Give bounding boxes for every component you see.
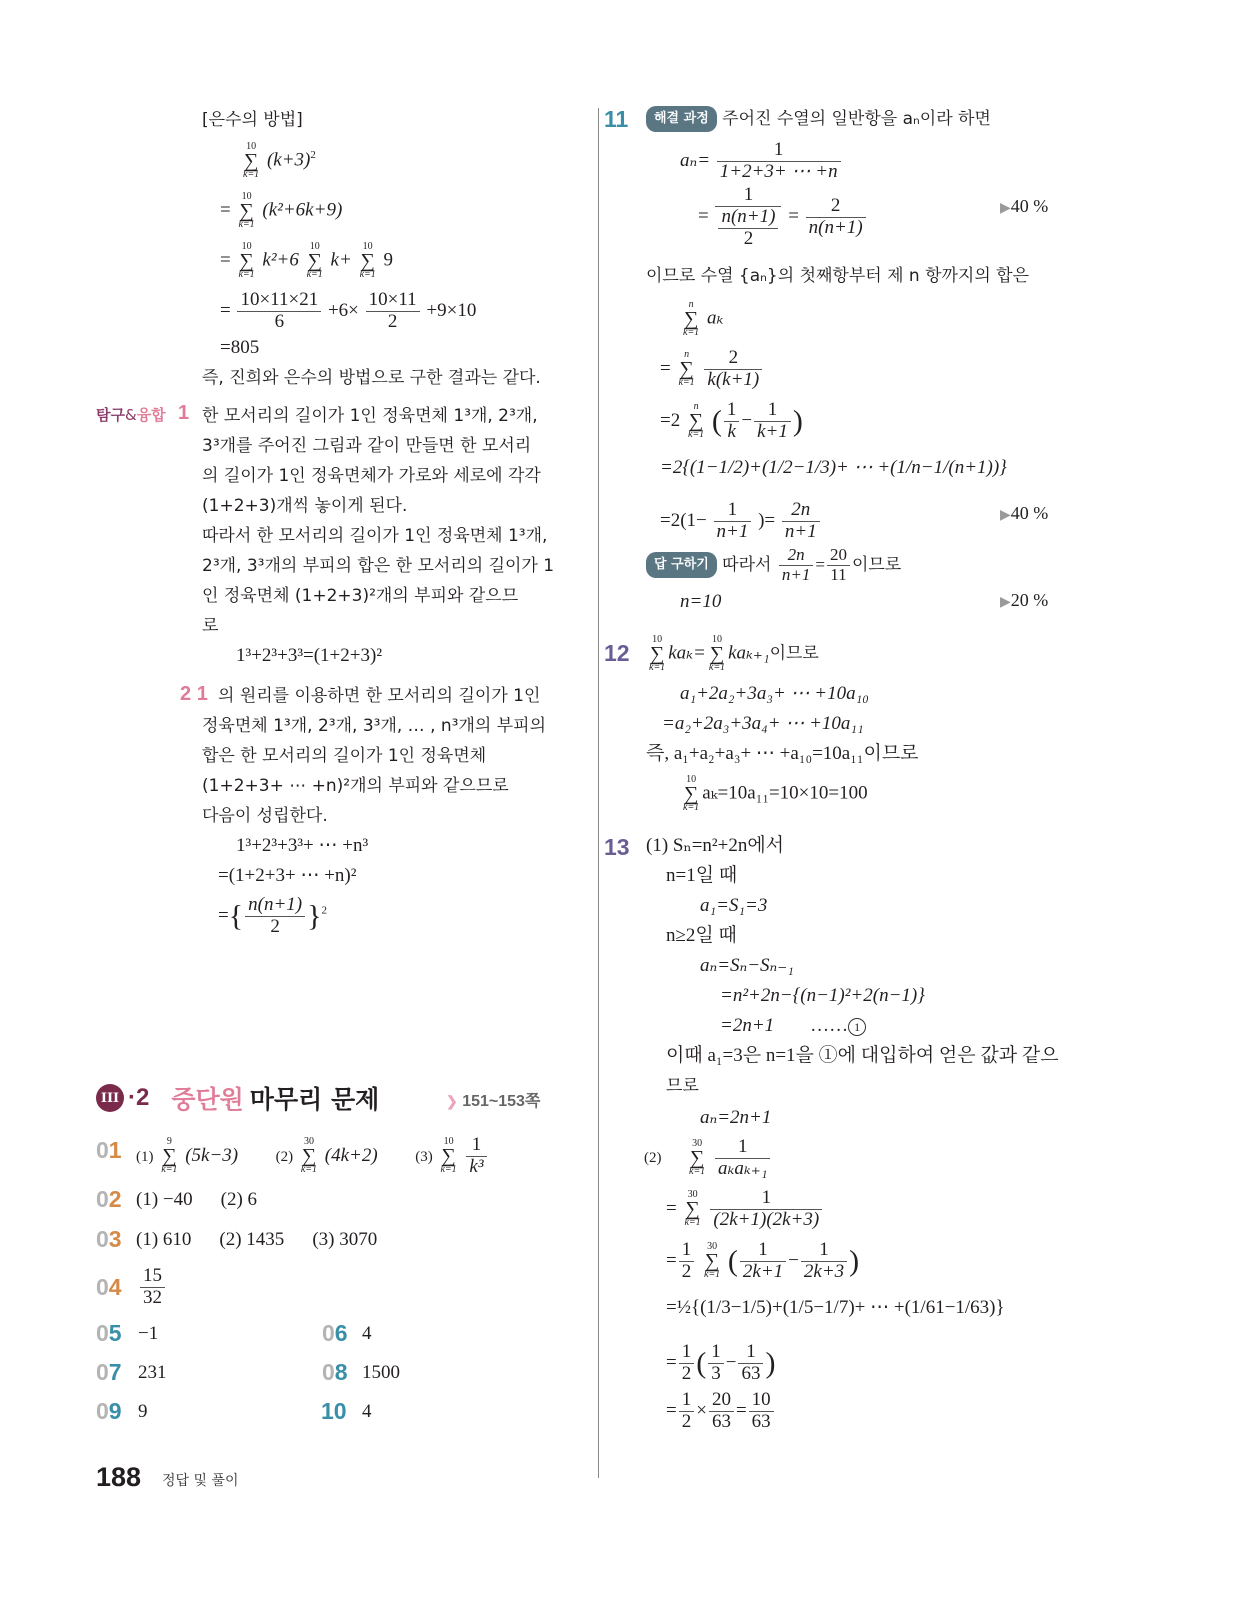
paragraph-line: 인 정육면체 (1+2+3)²개의 부피와 같으므 [202,586,519,606]
q13-line: aₙ=2n+1 [700,1107,772,1128]
equation-line-3: = 10 ∑ k=1 k²+6 10 ∑ k=1 k+ 10 ∑ k=1 9 [220,241,393,280]
equation-line-4: = $\frac{10\times 11\times 21}{6}$ +6× $\frac{10\times 11}{2}$ +9×10 [220,289,477,332]
q13-line: 이때 a₁=3은 n=1을 ①에 대입하여 얻은 값과 같으 [666,1045,1059,1066]
q13-line: =n²+2n−{(n−1)²+2(n−1)} [720,985,925,1006]
q13-line: (1) Sₙ=n²+2n에서 [646,835,785,856]
q13-p2-line-2: = 30 ∑ k=1 $\frac{1}{(2k+1)(2k+3)}$ [666,1188,824,1231]
triangle-right-icon: ▶ [1000,595,1011,610]
paragraph-line: (1+2+3+ ⋯ +n)²개의 부피와 같으므로 [202,776,509,796]
answer-number-06: 06 [322,1320,348,1346]
q13-p2-line-6: = $\frac{1}{2}$ × $\frac{20}{63}$ = $\frac{10}{63}$ [666,1390,776,1433]
paragraph-line: 의 원리를 이용하면 한 모서리의 길이가 1인 [218,686,541,706]
section-number: ·2 [128,1084,150,1111]
q13-line: n=1일 때 [666,865,738,886]
q11-sum-5: =2(1− $\frac{1}{n+1}$ )= $\frac{2n}{n+1}$ [660,500,822,543]
q11-equation-2: = $\frac{1}{\frac{n(n+1)}{2}}$ = $\frac{2}{n(n+1)}$ [698,185,868,250]
q12-line-2: a₁+2a₂+3a₃+ ⋯ +10a₁₀ [680,683,869,704]
equation-result: =805 [220,337,260,358]
answer-number-04: 04 [96,1274,122,1300]
q11-telescoping: =2{(1−1/2)+(1/2−1/3)+ ⋯ +(1/n−1/(n+1))} [660,457,1007,478]
triangle-right-icon: ▶ [1000,508,1011,523]
q13-line: n≥2일 때 [666,925,737,946]
q13-p2-line-1: 30 ∑ k=1 $\frac{1}{\text{aₖaₖ₊₁}}$ [686,1137,772,1180]
q13-p2-telescoping: =½{(1/3−1/5)+(1/5−1/7)+ ⋯ +(1/61−1/63)} [666,1297,1005,1318]
q11-answer-line: 답 구하기 따라서 $\frac{2n}{n+1}$ = $\frac{20}{11}$ 이므로 [646,546,901,584]
score-percent: ▶40 % [1000,196,1049,216]
score-percent: ▶40 % [1000,503,1049,523]
equation-line: ={ $\frac{n(n+1)}{2}$ }$^2$ [218,894,328,937]
paragraph-line: 다음이 성립한다. [202,806,328,826]
q13-p2-line-3: = $\frac{1}{2}$ 30 ∑ k=1 ( $\frac{1}{2k+1}$ − $\frac{1}{2k+3}$ ) [666,1239,860,1282]
question-number-13: 13 [604,834,630,860]
column-divider [598,108,599,1478]
answer-number-05: 05 [96,1320,122,1346]
sigma-symbol: 10 ∑ k=1 [243,141,260,180]
q11-equation-1: aₙ= $\frac{1}{1+2+3+ \cdots +n}$ [680,140,843,183]
paragraph-line: (1+2+3)개씩 놓이게 된다. [202,496,408,516]
question-number-11: 11 [604,106,629,132]
equation-line: =(1+2+3+ ⋯ +n)² [218,865,357,886]
paragraph-line: 2³개, 3³개의 부피의 합은 한 모서리의 길이가 1 [202,556,555,576]
equation-line-1: 10 ∑ k=1 $(k+3)^2$ [243,141,316,180]
paragraph-line: 의 길이가 1인 정육면체가 가로와 세로에 각각 [202,466,541,486]
page-number: 188 [96,1462,142,1492]
paragraph-line: 따라서 한 모서리의 길이가 1인 정육면체 1³개, [202,526,548,546]
answer-number-01: 01 [96,1137,122,1163]
answer-05: −1 [138,1323,159,1344]
q13-p2-line-5: = $\frac{1}{2}$ ( $\frac{1}{3}$ − $\frac{1}{63}$ ) [666,1341,776,1384]
equation-line-2: = 10 ∑ k=1 (k²+6k+9) [220,191,343,230]
answer-03: (1) 610 (2) 1435 (3) 3070 [136,1229,378,1250]
answer-01: (1) 9 ∑ k=1 (5k−3) (2) 30 ∑ k=1 (4k+2) (3) 10 ∑ k=1 $\frac{1}{\text{k³}}$ [136,1135,489,1178]
roman-numeral-badge: III [96,1084,124,1112]
solution-process-badge: 해결 과정 [646,106,717,132]
q13-part-2-label: (2) [644,1150,662,1166]
question-number-12: 12 [604,640,630,666]
circled-number-1: 1 [848,1018,866,1036]
q12-line-3: =a₂+2a₃+3a₄+ ⋯ +10a₁₁ [662,713,864,734]
section-title: 마무리 문제 [249,1085,380,1114]
q11-sum-3: =2 n ∑ k=1 ( $\frac{1}{k}$ − $\frac{1}{k+1}$ ) [660,399,803,442]
answer-10: 4 [362,1401,372,1422]
q13-line: aₙ=Sₙ−Sₙ₋₁ [700,955,794,976]
q13-line: a₁=S₁=3 [700,895,768,916]
q13-line: =2n+1 …… 1 [720,1014,866,1038]
equation-line: 1³+2³+3³+ ⋯ +n³ [236,835,369,856]
q11-intro: 해결 과정 주어진 수열의 일반항을 aₙ이라 하면 [646,106,991,132]
footer-caption: 정답 및 풀이 [162,1473,239,1489]
answer-number-07: 07 [96,1359,122,1385]
answer-number-08: 08 [322,1359,348,1385]
chevron-right-icon: ❯ [446,1093,458,1109]
paragraph-line: 정육면체 1³개, 2³개, 3³개, … , n³개의 부피의 [202,716,546,736]
answer-06: 4 [362,1323,372,1344]
answer-number-03: 03 [96,1226,122,1252]
q12-line-5: 10 ∑ k=1 aₖ=10a₁₁=10×10=100 [683,774,868,813]
q11-text: 이므로 수열 {aₙ}의 첫째항부터 제 n 항까지의 합은 [646,266,1030,286]
conclusion-text: 즉, 진희와 은수의 방법으로 구한 결과는 같다. [202,368,541,388]
triangle-right-icon: ▶ [1000,201,1011,216]
paragraph-line: 로 [202,616,219,636]
page-range-link: ❯ 151~153쪽 [446,1093,541,1110]
answer-number-09: 09 [96,1398,122,1424]
paragraph-line: 한 모서리의 길이가 1인 정육면체 1³개, 2³개, [202,406,538,426]
find-answer-badge: 답 구하기 [646,552,717,578]
q12-line-1: 10 ∑ k=1 kaₖ= 10 ∑ k=1 kaₖ₊₁이므로 [649,634,819,673]
method-heading: [은수의 방법] [202,110,303,130]
part-2-number: 2 1 [180,683,208,705]
section-title-accent: 중단원 [171,1085,244,1114]
q11-sum-2: = n ∑ k=1 $\frac{2}{k(k+1)}$ [660,348,764,391]
tamgu-yunghap-label: 탐구&융합 [96,406,166,424]
answer-02: (1) −40 (2) 6 [136,1189,258,1210]
section-heading [96,1080,379,1116]
q12-line-4: 즉, a₁+a₂+a₃+ ⋯ +a₁₀=10a₁₁이므로 [646,743,919,764]
score-percent: ▶20 % [1000,590,1049,610]
q11-sum-1: n ∑ k=1 aₖ [683,299,724,338]
cube-sum-equation: 1³+2³+3³=(1+2+3)² [236,645,383,666]
answer-number-02: 02 [96,1186,122,1212]
q13-line: 므로 [666,1076,699,1096]
part-1-number: 1 [178,402,190,424]
paragraph-line: 합은 한 모서리의 길이가 1인 정육면체 [202,746,487,766]
answer-07: 231 [138,1362,167,1383]
paragraph-line: 3³개를 주어진 그림과 같이 만들면 한 모서리 [202,436,532,456]
answer-08: 1500 [362,1362,400,1383]
answer-number-10: 10 [321,1398,347,1424]
answer-04: $\frac{15}{32}$ [138,1266,167,1309]
answer-09: 9 [138,1401,148,1422]
q11-result: n=10 [680,591,722,612]
